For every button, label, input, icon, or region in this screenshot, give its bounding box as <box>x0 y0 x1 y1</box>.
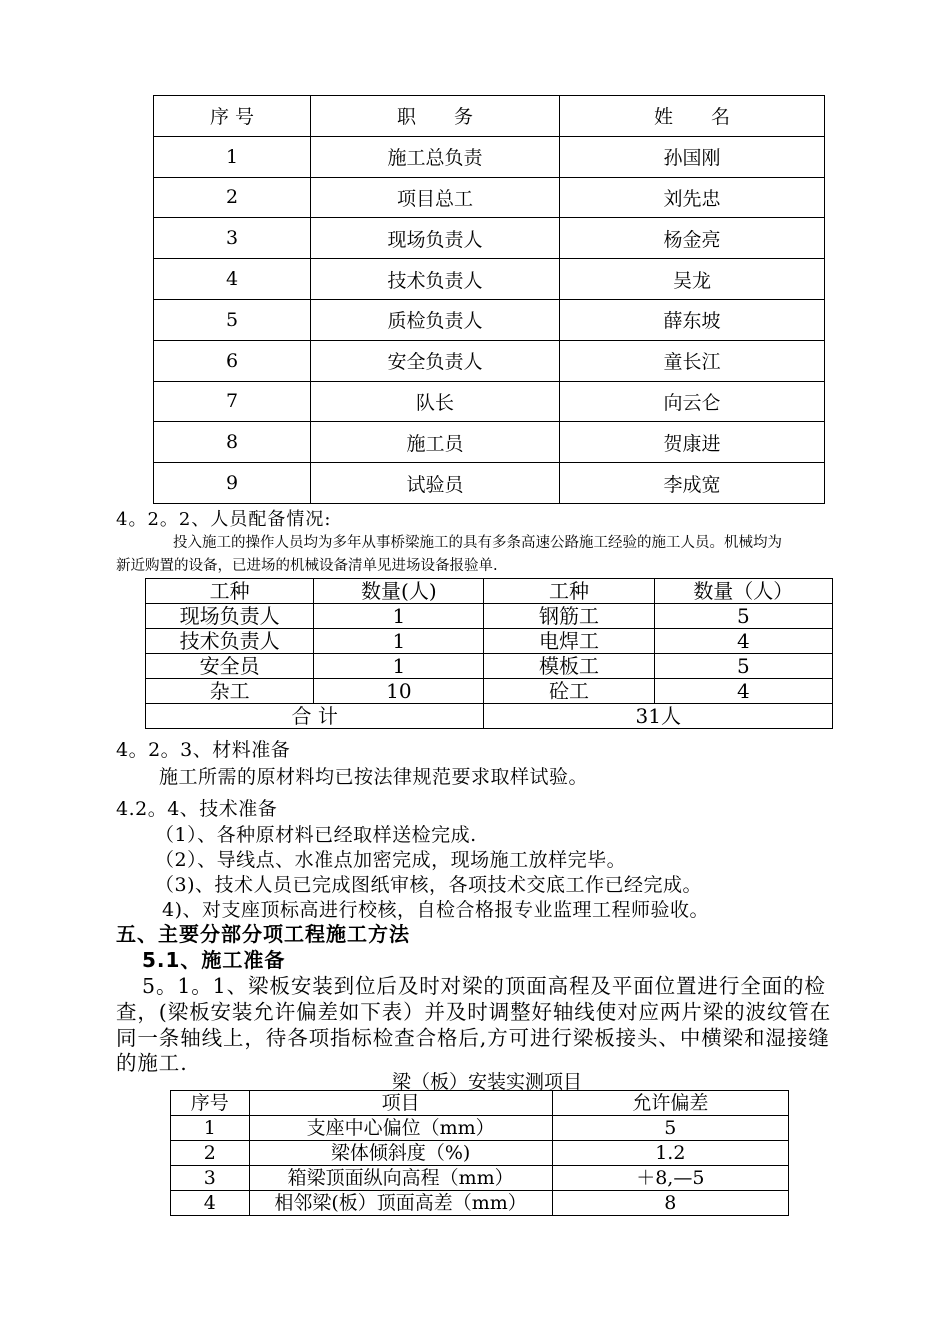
chapter-heading: 五、主要分部分项工程施工方法 <box>116 922 410 946</box>
table-row <box>154 259 825 300</box>
table-cell: 安全负责人 <box>311 340 560 381</box>
header-cell: 职 务 <box>311 96 560 137</box>
table-cell: 1.2 <box>552 1141 788 1166</box>
table-row <box>154 340 825 381</box>
header-cell: 姓 名 <box>560 96 825 137</box>
table-header-row <box>171 1091 789 1116</box>
total-label-cell: 合 计 <box>146 704 484 729</box>
header-cell: 工种 <box>484 579 654 604</box>
table-cell: 5 <box>154 299 311 340</box>
paragraph-line: 的施工. <box>116 1051 188 1075</box>
table-cell: 4 <box>171 1191 250 1216</box>
section-422-paragraph-line2: 新近购置的设备，已进场的机械设备清单见进场设备报验单. <box>116 558 498 574</box>
table-row <box>154 422 825 463</box>
table-header-row <box>154 96 825 137</box>
table-cell: 技术负责人 <box>146 629 314 654</box>
table-cell: 砼工 <box>484 679 654 704</box>
table-cell: 杂工 <box>146 679 314 704</box>
table-cell: 3 <box>171 1166 250 1191</box>
table-cell: 箱梁顶面纵向高程（mm） <box>249 1166 552 1191</box>
table-row <box>171 1141 789 1166</box>
paragraph-line: 查，(梁板安装允许偏差如下表）并及时调整好轴线使对应两片梁的波纹管在 <box>116 1000 832 1024</box>
table-row <box>154 177 825 218</box>
list-item: 4)、对支座顶标高进行校核，自检合格报专业监理工程师验收。 <box>162 899 710 921</box>
table-cell: 贺康进 <box>560 422 825 463</box>
paragraph-line: 5。1。1、梁板安装到位后及时对梁的顶面高程及平面位置进行全面的检 <box>142 974 826 998</box>
table-cell: 8 <box>552 1191 788 1216</box>
header-cell: 项目 <box>249 1091 552 1116</box>
table-row <box>154 136 825 177</box>
header-cell: 允许偏差 <box>552 1091 788 1116</box>
table-cell: 孙国刚 <box>560 136 825 177</box>
paragraph-line: 同一条轴线上，待各项指标检查合格后,方可进行梁板接头、中横梁和湿接缝 <box>116 1026 830 1050</box>
table-cell: 吴龙 <box>560 259 825 300</box>
table-cell: 6 <box>154 340 311 381</box>
section-heading-423: 4。2。3、材料准备 <box>116 739 291 761</box>
table-cell: 安全员 <box>146 654 314 679</box>
table-cell: 支座中心偏位（mm） <box>249 1116 552 1141</box>
table-cell: 施工总负责 <box>311 136 560 177</box>
table-row <box>146 604 833 629</box>
table-cell: 5 <box>552 1116 788 1141</box>
list-item: （1）、各种原材料已经取样送检完成. <box>155 824 477 846</box>
section-heading-424: 4.2。4、技术准备 <box>116 798 278 820</box>
table-cell: 5 <box>654 604 832 629</box>
list-item: （2）、导线点、水准点加密完成，现场施工放样完毕。 <box>155 849 627 871</box>
table-cell: 5 <box>654 654 832 679</box>
table-cell: 钢筋工 <box>484 604 654 629</box>
list-item: （3)、技术人员已完成图纸审核，各项技术交底工作已经完成。 <box>155 874 703 896</box>
table-cell: 7 <box>154 381 311 422</box>
table-cell: 2 <box>154 177 311 218</box>
table-row <box>146 654 833 679</box>
table-cell: 相邻梁(板）顶面高差（mm） <box>249 1191 552 1216</box>
header-cell: 工种 <box>146 579 314 604</box>
table-row <box>154 463 825 504</box>
section-423-text: 施工所需的原材料均已按法律规范要求取样试验。 <box>159 766 589 788</box>
table-cell: 刘先忠 <box>560 177 825 218</box>
table-header-row <box>146 579 833 604</box>
table-cell: 8 <box>154 422 311 463</box>
table-cell: 薛东坡 <box>560 299 825 340</box>
table-cell: ＋8,—5 <box>552 1166 788 1191</box>
table-row <box>154 299 825 340</box>
table-cell: 4 <box>654 629 832 654</box>
table-cell: 技术负责人 <box>311 259 560 300</box>
header-cell: 序号 <box>171 1091 250 1116</box>
total-value-cell: 31人 <box>484 704 833 729</box>
table-total-row <box>146 704 833 729</box>
table-cell: 李成宽 <box>560 463 825 504</box>
table-row <box>171 1116 789 1141</box>
table-cell: 1 <box>314 629 484 654</box>
header-cell: 数量(人) <box>314 579 484 604</box>
table-cell: 质检负责人 <box>311 299 560 340</box>
header-cell: 序 号 <box>154 96 311 137</box>
table-cell: 项目总工 <box>311 177 560 218</box>
section-422-paragraph-line1: 投入施工的操作人员均为多年从事桥梁施工的具有多条高速公路施工经验的施工人员。机械均为 <box>173 535 782 551</box>
table-cell: 1 <box>154 136 311 177</box>
table-row <box>154 218 825 259</box>
table-cell: 10 <box>314 679 484 704</box>
table-cell: 童长江 <box>560 340 825 381</box>
section-heading-422: 4。2。2、人员配备情况: <box>116 509 332 530</box>
table-caption: 梁（板）安装实测项目 <box>392 1071 583 1093</box>
table-cell: 3 <box>154 218 311 259</box>
table-cell: 4 <box>654 679 832 704</box>
table-cell: 1 <box>314 604 484 629</box>
table-row <box>146 629 833 654</box>
tolerance-table <box>170 1090 789 1216</box>
staffing-table <box>145 578 833 729</box>
table-cell: 2 <box>171 1141 250 1166</box>
table-cell: 模板工 <box>484 654 654 679</box>
table-cell: 向云仑 <box>560 381 825 422</box>
personnel-table <box>153 95 825 504</box>
table-cell: 1 <box>171 1116 250 1141</box>
table-cell: 队长 <box>311 381 560 422</box>
table-row <box>146 679 833 704</box>
table-cell: 施工员 <box>311 422 560 463</box>
table-cell: 4 <box>154 259 311 300</box>
table-cell: 9 <box>154 463 311 504</box>
table-cell: 试验员 <box>311 463 560 504</box>
sub-heading: 5.1、施工准备 <box>142 948 286 972</box>
table-cell: 梁体倾斜度（%) <box>249 1141 552 1166</box>
table-row <box>171 1166 789 1191</box>
table-row <box>171 1191 789 1216</box>
table-cell: 杨金亮 <box>560 218 825 259</box>
table-row <box>154 381 825 422</box>
table-cell: 现场负责人 <box>146 604 314 629</box>
table-cell: 电焊工 <box>484 629 654 654</box>
table-cell: 现场负责人 <box>311 218 560 259</box>
header-cell: 数量（人） <box>654 579 832 604</box>
table-cell: 1 <box>314 654 484 679</box>
